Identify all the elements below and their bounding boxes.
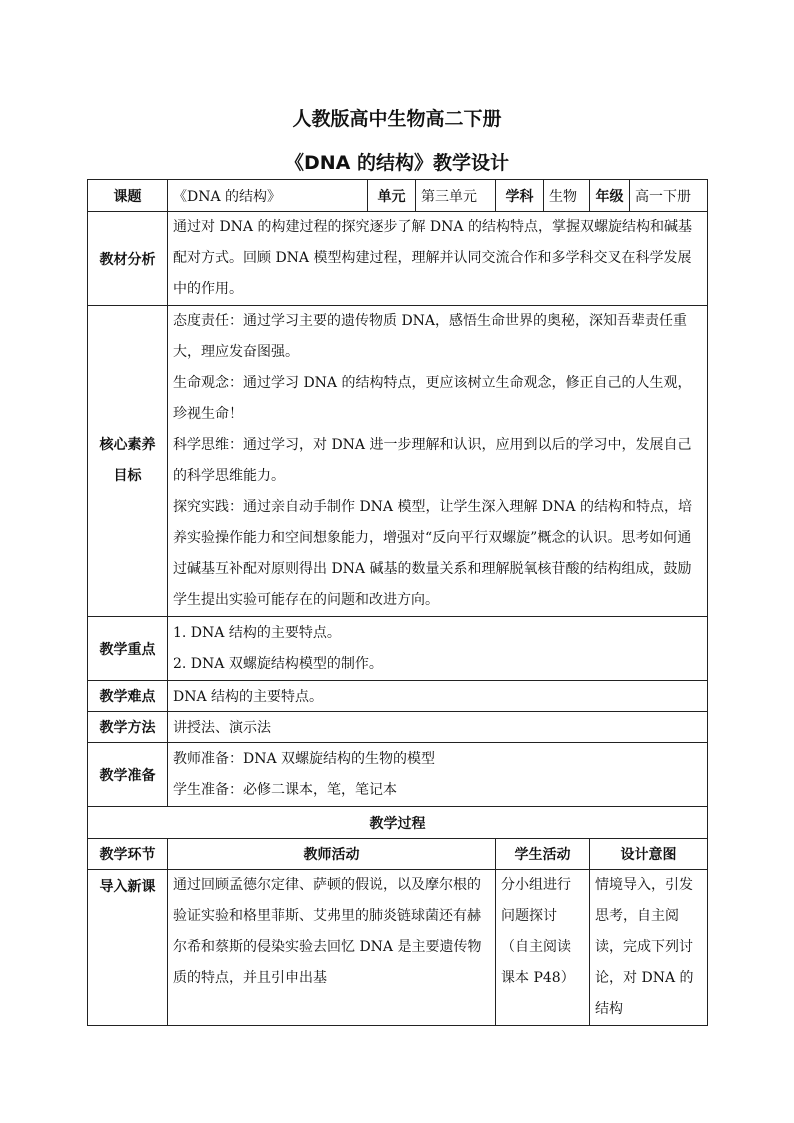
preparation-row <box>88 743 708 807</box>
process-header-row <box>88 839 708 870</box>
method-label: 教学方法 <box>88 712 168 743</box>
header-stage: 教学环节 <box>88 839 168 870</box>
core-literacy-label <box>88 306 168 617</box>
process-stage: 导入新课 <box>88 870 168 1026</box>
core-literacy-label-line1: 核心素养 <box>99 437 156 453</box>
method-text: 讲授法、演示法 <box>168 712 708 743</box>
process-design-intent: 情境导入，引发思考，自主阅读，完成下列讨论，对 DNA 的结构 <box>590 870 708 1026</box>
difficulty-text: DNA 结构的主要特点。 <box>168 681 708 712</box>
process-row <box>88 870 708 1026</box>
textbook-analysis-row <box>88 212 708 306</box>
textbook-analysis-text: 通过对 DNA 的构建过程的探究逐步了解 DNA 的结构特点，掌握双螺旋结构和碱基配对方式。回顾 DNA 模型构建过程，理解并认同交流合作和多学科交叉在科学发展中的作用。 <box>168 212 708 306</box>
header-design-intent: 设计意图 <box>590 839 708 870</box>
process-title-row <box>88 807 708 839</box>
textbook-analysis-label: 教材分析 <box>88 212 168 306</box>
subject-value: 生物 <box>544 180 590 212</box>
key-points-label: 教学重点 <box>88 617 168 681</box>
subject-label: 学科 <box>496 180 544 212</box>
process-title: 教学过程 <box>88 807 708 839</box>
goal-inquiry-practice: 探究实践：通过亲自动手制作 DNA 模型，让学生深入理解 DNA 的结构和特点，培养实验操作能力和空间想象能力，增强对“反向平行双螺旋”概念的认识。思考如何通过碱基互补配对原则得出 DNA 碱基的数量关系和理解脱氧核苷酸的结构组成，鼓励学生提出实验可能存在的问题和改进方向。 <box>173 499 692 608</box>
document-title: 人教版高中生物高二下册 <box>292 108 502 130</box>
topic-label: 课题 <box>88 180 168 212</box>
process-student-activity: 分小组进行问题探讨（自主阅读课本 P48） <box>496 870 590 1026</box>
method-row <box>88 712 708 743</box>
preparation-content <box>168 743 708 807</box>
key-point-item: 2. DNA 双螺旋结构模型的制作。 <box>173 655 383 672</box>
grade-value: 高一下册 <box>630 180 708 212</box>
header-student-activity: 学生活动 <box>496 839 590 870</box>
core-literacy-label-line2: 目标 <box>113 468 142 484</box>
core-literacy-row <box>88 306 708 617</box>
core-literacy-content <box>168 306 708 617</box>
goal-attitude: 态度责任：通过学习主要的遗传物质 DNA，感悟生命世界的奥秘，深知吾辈责任重大，理应发奋图强。 <box>173 313 688 360</box>
unit-value: 第三单元 <box>416 180 496 212</box>
unit-label: 单元 <box>368 180 416 212</box>
header-teacher-activity: 教师活动 <box>168 839 496 870</box>
process-teacher-activity: 通过回顾孟德尔定律、萨顿的假说，以及摩尔根的验证实验和格里菲斯、艾弗里的肺炎链球菌还有赫尔希和蔡斯的侵染实验去回忆 DNA 是主要遗传物质的特点，并且引申出基 <box>168 870 496 1026</box>
lesson-plan-table <box>87 179 708 1026</box>
info-row <box>88 180 708 212</box>
difficulty-row <box>88 681 708 712</box>
key-points-content <box>168 617 708 681</box>
key-points-row <box>88 617 708 681</box>
goal-scientific-thinking: 科学思维：通过学习，对 DNA 进一步理解和认识，应用到以后的学习中，发展自己的科学思维能力。 <box>173 437 692 484</box>
topic-value: 《DNA 的结构》 <box>168 180 368 212</box>
student-preparation: 学生准备：必修二课本，笔，笔记本 <box>173 781 397 798</box>
grade-label: 年级 <box>590 180 630 212</box>
goal-life-concept: 生命观念：通过学习 DNA 的结构特点，更应该树立生命观念，修正自己的人生观，珍视生命！ <box>173 375 692 422</box>
difficulty-label: 教学难点 <box>88 681 168 712</box>
preparation-label: 教学准备 <box>88 743 168 807</box>
key-point-item: 1. DNA 结构的主要特点。 <box>173 624 341 641</box>
document-subtitle: 《DNA 的结构》教学设计 <box>285 152 509 174</box>
teacher-preparation: 教师准备：DNA 双螺旋结构的生物的模型 <box>173 750 436 767</box>
